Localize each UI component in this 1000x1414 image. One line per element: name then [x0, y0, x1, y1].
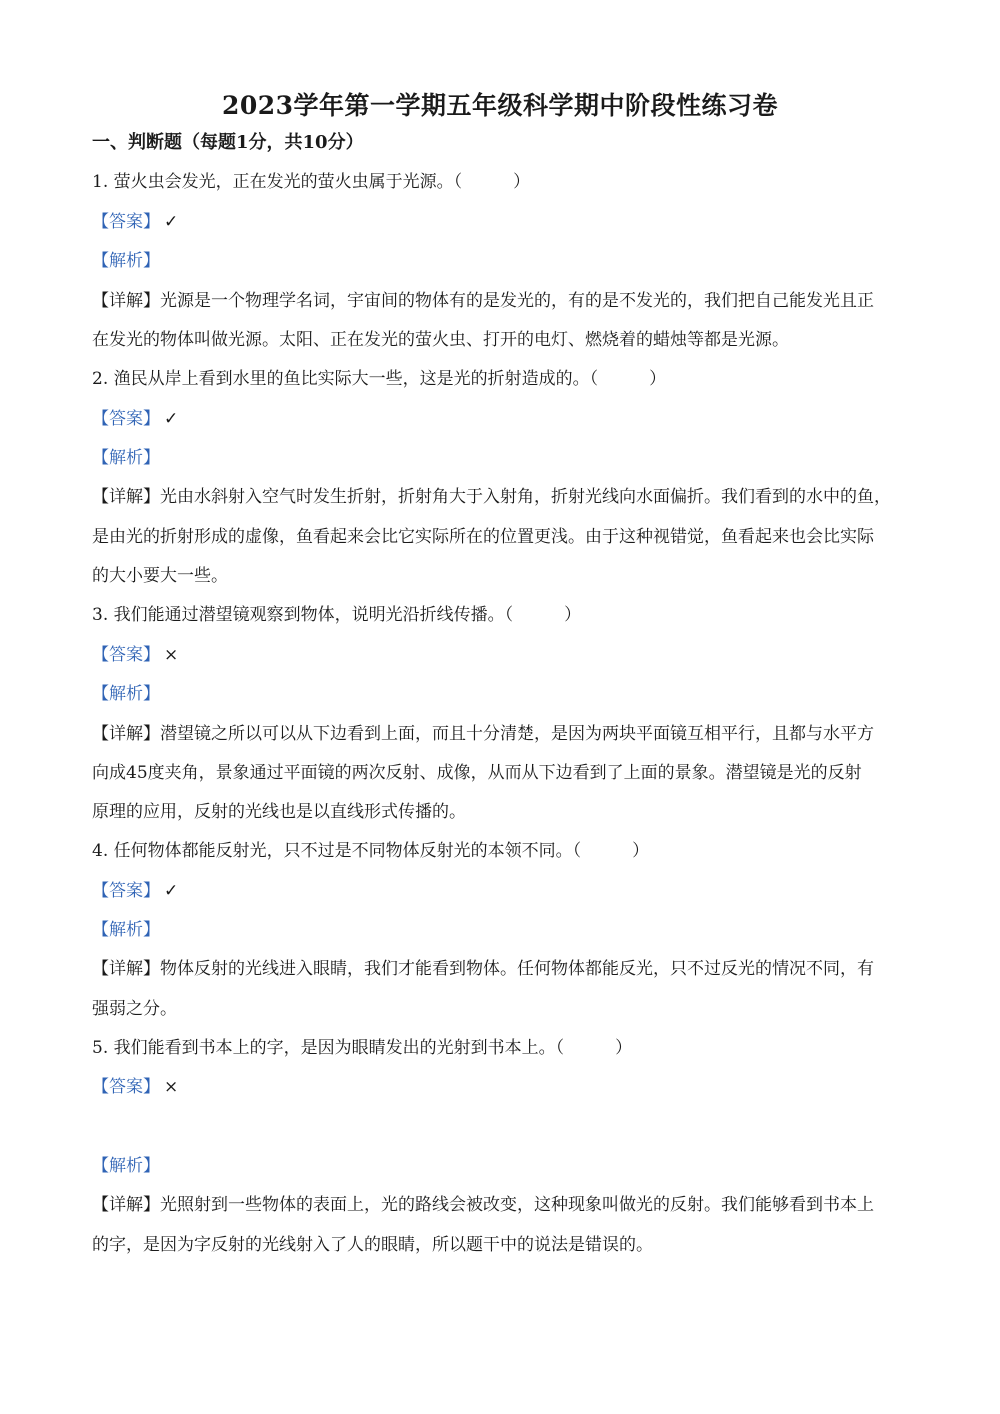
check-mark-icon: ✓ [164, 881, 179, 901]
question-2-detail-line-2: 是由光的折射形成的虚像，鱼看起来会比它实际所在的位置更浅。由于这种视错觉，鱼看起来也会比实际 [92, 527, 874, 547]
detail-text: 潜望镜之所以可以从下边看到上面，而且十分清楚，是因为两块平面镜互相平行，且都与水平方 [160, 724, 874, 744]
question-2-analysis-label [92, 446, 914, 470]
detail-text: 物体反射的光线进入眼睛，我们才能看到物体。任何物体都能反光，只不过反光的情况不同，有 [160, 959, 874, 979]
question-5-answer-row [92, 1075, 914, 1099]
check-mark-icon: ✓ [164, 409, 179, 429]
answer-label: 【答案】 [92, 645, 160, 665]
question-2-detail-line-3: 的大小要大一些。 [92, 566, 228, 586]
answer-label: 【答案】 [92, 409, 160, 429]
answer-label: 【答案】 [92, 1077, 160, 1097]
detail-label: 【详解】 [92, 1195, 160, 1215]
section-heading: 一、判断题（每题1分，共10分） [92, 132, 364, 153]
answer-label: 【答案】 [92, 212, 160, 232]
question-1-answer-row [92, 210, 914, 234]
cross-mark-icon: × [164, 1077, 179, 1097]
analysis-label: 【解析】 [92, 251, 160, 271]
question-5-detail-line-2: 的字，是因为字反射的光线射入了人的眼睛，所以题干中的说法是错误的。 [92, 1235, 653, 1255]
question-5-analysis-label [92, 1154, 914, 1178]
cross-mark-icon: × [164, 645, 179, 665]
question-3-detail-line-2: 向成45度夹角，景象通过平面镜的两次反射、成像，从而从下边看到了上面的景象。潜望镜是光的反射 [92, 763, 862, 783]
detail-label: 【详解】 [92, 487, 160, 507]
question-3-answer-row [92, 643, 914, 667]
question-3-analysis-label [92, 682, 914, 706]
question-4-stem: 4. 任何物体都能反射光，只不过是不同物体反射光的本领不同。（ ） [92, 841, 650, 861]
analysis-label: 【解析】 [92, 448, 160, 468]
answer-label: 【答案】 [92, 881, 160, 901]
question-4-answer-row [92, 879, 914, 903]
question-4-detail-line-2: 强弱之分。 [92, 999, 177, 1019]
question-4-detail-line-1 [92, 957, 914, 981]
analysis-label: 【解析】 [92, 684, 160, 704]
detail-text: 光由水斜射入空气时发生折射，折射角大于入射角，折射光线向水面偏折。我们看到的水中的鱼， [160, 487, 891, 507]
detail-label: 【详解】 [92, 959, 160, 979]
analysis-label: 【解析】 [92, 1156, 160, 1176]
question-3-stem: 3. 我们能通过潜望镜观察到物体，说明光沿折线传播。（ ） [92, 605, 582, 625]
page-title: 2023学年第一学期五年级科学期中阶段性练习卷 [221, 91, 779, 120]
question-4-analysis-label [92, 918, 914, 942]
question-2-answer-row [92, 407, 914, 431]
question-5-detail-line-1 [92, 1193, 914, 1217]
check-mark-icon: ✓ [164, 212, 179, 232]
analysis-label: 【解析】 [92, 920, 160, 940]
detail-text: 光照射到一些物体的表面上，光的路线会被改变，这种现象叫做光的反射。我们能够看到书本上 [160, 1195, 874, 1215]
detail-text: 光源是一个物理学名词，宇宙间的物体有的是发光的，有的是不发光的，我们把自己能发光且正 [160, 291, 874, 311]
question-1-stem: 1. 萤火虫会发光，正在发光的萤火虫属于光源。（ ） [92, 172, 531, 192]
detail-label: 【详解】 [92, 291, 160, 311]
question-3-detail-line-3: 原理的应用，反射的光线也是以直线形式传播的。 [92, 802, 466, 822]
detail-label: 【详解】 [92, 724, 160, 744]
question-5-stem: 5. 我们能看到书本上的字，是因为眼睛发出的光射到书本上。（ ） [92, 1038, 633, 1058]
question-1-detail-line-1 [92, 289, 914, 313]
question-3-detail-line-1 [92, 722, 914, 746]
question-1-analysis-label [92, 249, 914, 273]
question-2-detail-line-1 [92, 485, 914, 509]
question-1-detail-line-2: 在发光的物体叫做光源。太阳、正在发光的萤火虫、打开的电灯、燃烧着的蜡烛等都是光源。 [92, 330, 789, 350]
question-2-stem: 2. 渔民从岸上看到水里的鱼比实际大一些，这是光的折射造成的。（ ） [92, 369, 667, 389]
